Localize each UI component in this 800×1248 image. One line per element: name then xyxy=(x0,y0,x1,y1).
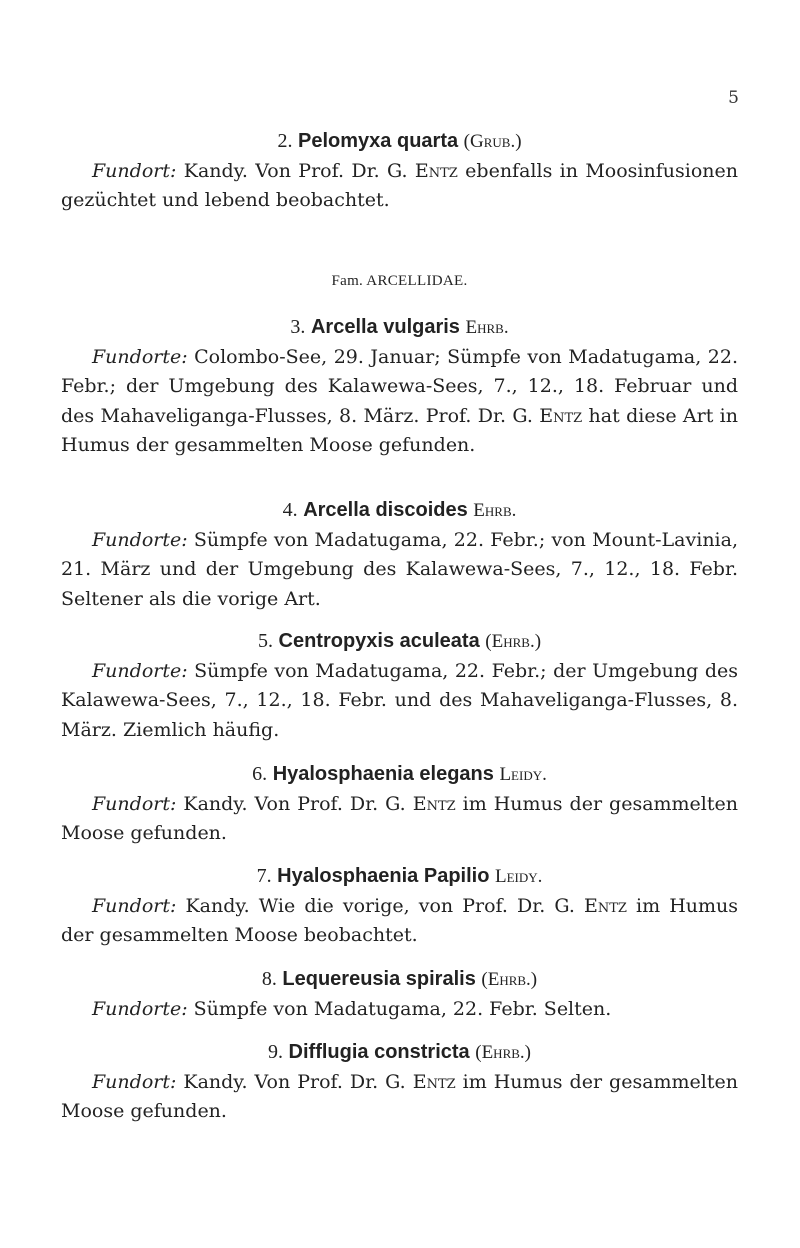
species-title xyxy=(61,965,738,995)
description-text: Kandy. Von Prof. Dr. G. xyxy=(176,1070,413,1093)
species-description xyxy=(61,790,738,849)
description-text: hat diese Art in Humus der gesammelten Moose gefunden. xyxy=(61,404,738,456)
species-entry xyxy=(61,127,738,216)
species-entry xyxy=(61,627,738,745)
locality-label: Fundort: xyxy=(92,894,177,917)
description-text: im Humus der gesammelten Moose gefunden. xyxy=(61,1070,738,1122)
species-name: Lequereusia spiralis xyxy=(282,968,476,990)
locality-label: Fundort: xyxy=(92,159,177,182)
species-number: 2. xyxy=(277,130,293,152)
species-entry xyxy=(61,1038,738,1127)
species-name: Arcella discoides xyxy=(303,499,468,521)
species-title xyxy=(61,862,738,892)
species-author: (Ehrb.) xyxy=(481,969,538,990)
species-name: Hyalosphaenia elegans xyxy=(272,763,494,785)
species-author: Ehrb. xyxy=(473,500,517,521)
description-text: im Humus der gesammelten Moose gefunden. xyxy=(61,792,738,844)
species-name: Hyalosphaenia Papilio xyxy=(277,865,490,887)
species-author: Ehrb. xyxy=(465,317,509,338)
person-name: Entz xyxy=(539,404,583,427)
species-author: Leidy. xyxy=(495,866,543,887)
species-entry xyxy=(61,313,738,461)
species-name: Pelomyxa quarta xyxy=(298,130,459,152)
species-number: 4. xyxy=(282,499,298,521)
species-name: Arcella vulgaris xyxy=(310,316,460,338)
species-entry xyxy=(61,496,738,614)
locality-label: Fundorte: xyxy=(92,345,188,368)
species-description xyxy=(61,1068,738,1127)
page-number: 5 xyxy=(728,88,739,108)
description-text: Sümpfe von Madatugama, 22. Febr.; der Umgebung des Kalawewa-Sees, 7., 12., 18. Febr. und des Mahaveliganga-Flusses, 8. März. Ziemlich häufig. xyxy=(61,659,738,741)
locality-label: Fundorte: xyxy=(92,659,188,682)
species-description xyxy=(61,657,738,746)
species-number: 5. xyxy=(257,630,273,652)
description-text: Colombo-See, 29. Januar; Sümpfe von Madatugama, 22. Febr.; der Umgebung des Kalawewa-Sees, 7., 12., 18. Februar und des Mahaveliganga-Flusses, 8. März. Prof. Dr. G. xyxy=(61,345,738,427)
species-description xyxy=(61,995,738,1025)
species-name: Difflugia constricta xyxy=(288,1041,470,1063)
species-entry xyxy=(61,965,738,1024)
description-text: Kandy. Wie die vorige, von Prof. Dr. G. xyxy=(176,894,584,917)
description-text: Kandy. Von Prof. Dr. G. xyxy=(176,159,415,182)
species-title xyxy=(61,1038,738,1068)
species-number: 3. xyxy=(290,316,306,338)
person-name: Entz xyxy=(412,792,456,815)
species-author: Leidy. xyxy=(499,764,547,785)
species-title xyxy=(61,627,738,657)
species-author: (Grub.) xyxy=(463,131,522,152)
locality-label: Fundorte: xyxy=(92,528,188,551)
species-title xyxy=(61,760,738,790)
species-number: 7. xyxy=(256,865,272,887)
species-description xyxy=(61,526,738,615)
species-title xyxy=(61,313,738,343)
description-text: Sümpfe von Madatugama, 22. Febr. Selten. xyxy=(187,997,612,1020)
species-title xyxy=(61,127,738,157)
person-name: Entz xyxy=(412,1070,456,1093)
family-heading: Fam. ARCELLIDAE. xyxy=(331,273,468,289)
locality-label: Fundorte: xyxy=(92,997,188,1020)
species-entry xyxy=(61,862,738,951)
species-description xyxy=(61,892,738,951)
description-text: Kandy. Von Prof. Dr. G. xyxy=(176,792,413,815)
species-name: Centropyxis aculeata xyxy=(278,630,480,652)
description-text: im Humus der gesammelten Moose beobachtet. xyxy=(61,894,738,946)
locality-label: Fundort: xyxy=(92,792,177,815)
species-author: (Ehrb.) xyxy=(475,1042,531,1063)
species-number: 8. xyxy=(261,968,277,990)
species-description xyxy=(61,343,738,461)
species-author: (Ehrb.) xyxy=(485,631,542,652)
species-number: 9. xyxy=(267,1041,283,1063)
description-text: ebenfalls in Moosinfusionen gezüchtet und lebend beobachtet. xyxy=(61,159,738,211)
species-description xyxy=(61,157,738,216)
species-title xyxy=(61,496,738,526)
species-entry xyxy=(61,760,738,849)
person-name: Entz xyxy=(583,894,627,917)
person-name: Entz xyxy=(414,159,458,182)
species-number: 6. xyxy=(252,763,268,785)
locality-label: Fundort: xyxy=(92,1070,177,1093)
description-text: Sümpfe von Madatugama, 22. Febr.; von Mount-Lavinia, 21. März und der Umgebung des Kalawewa-Sees, 7., 12., 18. Febr. Seltener als die vorige Art. xyxy=(61,528,738,610)
